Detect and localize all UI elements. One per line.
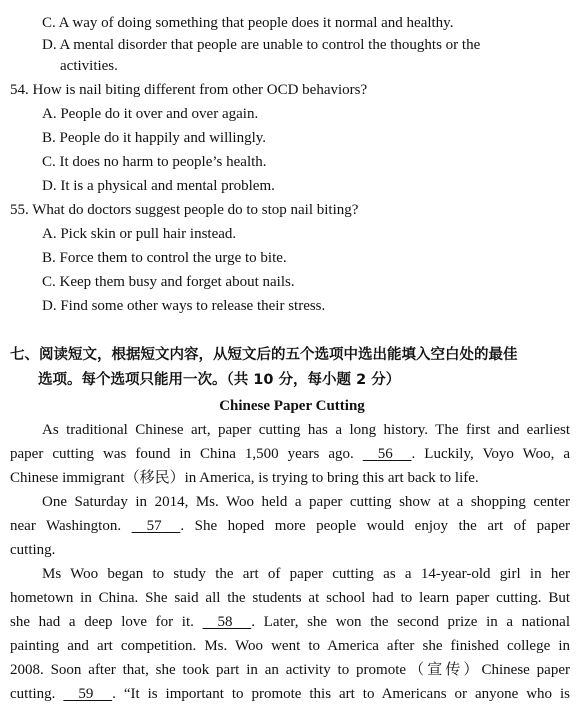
passage-p3-line6-b: . “It is important to promote this art to Americans or anyone who is xyxy=(112,686,570,702)
passage-p3-line3 xyxy=(10,612,570,632)
blank-58 xyxy=(203,612,252,632)
option-53c: C. A way of doing something that people does it normal and healthy. xyxy=(42,15,454,31)
passage-p3-line5: 2008. Soon after that, she took part in an activity to promote（宣传）Chinese paper xyxy=(10,662,570,678)
question-55: 55. What do doctors suggest people do to stop nail biting? xyxy=(10,202,359,218)
passage-title: Chinese Paper Cutting xyxy=(219,398,365,414)
passage-p2-line1: One Saturday in 2014, Ms. Woo held a paper cutting show at a shopping center xyxy=(42,494,570,510)
blank-57 xyxy=(132,516,181,536)
option-55b: B. Force them to control the urge to bite. xyxy=(42,250,287,266)
passage-p2-line2 xyxy=(10,516,570,536)
option-53d-line2: activities. xyxy=(60,58,118,74)
section-7-heading-line1: 七、阅读短文，根据短文内容，从短文后的五个选项中选出能填入空白处的最佳 xyxy=(10,347,518,363)
passage-p1-line2 xyxy=(10,444,570,464)
passage-p1-line3: Chinese immigrant（移民）in America, is trying to bring this art back to life. xyxy=(10,470,479,486)
passage-p3-line2: hometown in China. She said all the students at school had to learn paper cutting. But xyxy=(10,590,570,606)
passage-p1-line1: As traditional Chinese art, paper cutting has a long history. The first and earliest xyxy=(42,422,570,438)
passage-p3-line6-a: cutting. xyxy=(10,686,64,702)
blank-56-number: 56 xyxy=(377,446,393,462)
option-55c: C. Keep them busy and forget about nails. xyxy=(42,274,295,290)
section-7-heading-line2: 选项。每个选项只能用一次。（共 10 分，每小题 2 分） xyxy=(38,372,401,388)
passage-p2-line2-a: near Washington. xyxy=(10,518,132,534)
option-55a: A. Pick skin or pull hair instead. xyxy=(42,226,237,242)
passage-p3-line6 xyxy=(10,684,570,704)
passage-p3-line3-b: . Later, she won the second prize in a national xyxy=(251,614,570,630)
option-54d: D. It is a physical and mental problem. xyxy=(42,178,275,194)
passage-p3-line1: Ms Woo began to study the art of paper cutting as a 14-year-old girl in her xyxy=(42,566,570,582)
blank-59-number: 59 xyxy=(78,686,94,702)
passage-p3-line4: painting and art competition. Ms. Woo went to America after she finished college in xyxy=(10,638,570,654)
question-54: 54. How is nail biting different from other OCD behaviors? xyxy=(10,82,368,98)
passage-p2-line2-b: . She hoped more people would enjoy the art of paper xyxy=(180,518,570,534)
option-54b: B. People do it happily and willingly. xyxy=(42,130,267,146)
passage-p1-line2-a: paper cutting was found in China 1,500 years ago. xyxy=(10,446,363,462)
blank-56 xyxy=(363,444,412,464)
option-55d: D. Find some other ways to release their stress. xyxy=(42,298,326,314)
option-54a: A. People do it over and over again. xyxy=(42,106,259,122)
option-54c: C. It does no harm to people’s health. xyxy=(42,154,267,170)
passage-p3-line3-a: she had a deep love for it. xyxy=(10,614,203,630)
blank-59 xyxy=(63,684,112,704)
passage-p1-line2-b: . Luckily, Voyo Woo, a xyxy=(411,446,570,462)
passage-p2-line3: cutting. xyxy=(10,542,56,558)
option-53d-line1: D. A mental disorder that people are unable to control the thoughts or the xyxy=(42,37,481,53)
blank-57-number: 57 xyxy=(146,518,162,534)
blank-58-number: 58 xyxy=(217,614,233,630)
